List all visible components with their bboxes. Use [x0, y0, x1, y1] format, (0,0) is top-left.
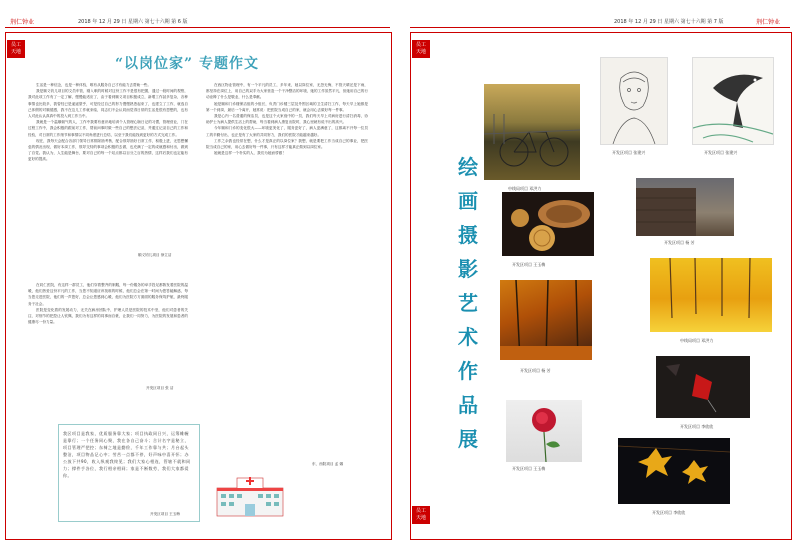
title-char: 作	[458, 359, 478, 383]
paragraph: 现在，我每天会配合各部门领导日常排除抽考核，配合领导抽好日常工作，积极上进，无思想懈怠的情况出现，做好本岗工作，领导交待的事项会积极的去做，也充满了一定的成就感和付出，做到了自觉。我认为，人生能是舞台，要对自己的每一个站点都以百分之百的热情，这样后我们也定能有更好的提高。	[28, 138, 188, 162]
tag-line-2: 天地	[415, 49, 426, 55]
maple-leaves-photo	[618, 438, 730, 504]
article-col2	[206, 82, 368, 156]
title-char: 摄	[458, 223, 478, 247]
title-char: 品	[458, 393, 478, 417]
ginkgo-field-photo	[650, 258, 772, 332]
autumn-forest-photo	[500, 280, 592, 360]
tag-line-1: 员工	[415, 508, 426, 514]
bicycle-photo	[484, 84, 580, 180]
left-header-rule	[5, 27, 390, 28]
left-brand: 荆仁钟业	[10, 19, 35, 26]
paragraph: 在同仁医院，有这样一群员工，他们穿着整齐的制服，每一份服务的举手投足都散发着医院的温暖，他们热爱这份平凡的工作，当您不知道应该找谁的时候，他们总会在第一时间为您答疑解惑，每当您走进医院，他们的一声您好，总会让您感到心暖，他们为医院方方面面的服务保驾护航，最终服务于社会。	[28, 283, 188, 306]
signature: 开发区项目 张 洁	[146, 386, 174, 390]
photo-caption: 开发区项目 王玉梅	[512, 466, 546, 471]
poem-text: 我区项目是我家，优质服务靠大家；项目执政同日兴，运筹帷幄是靠行；一个任务同心聚，我在各自己奋斗；合计名字是秘立，项目管理严把控；东椅之地是勤俭，千年工作靠与共；月台起头整洁，项目物品记心中；劳苦一点都不停，好声咏中喜开怀；办公放下共90，收入纵观我终见；我们大家心相连，管辖不就和同力；撑件手各位，我行相亲相同；家是不断数劳，我们大家都爱你。	[63, 431, 191, 478]
article-col1	[28, 82, 188, 163]
title-char: 画	[458, 189, 478, 213]
photo-caption: 开发区项目 杨 芳	[520, 368, 551, 373]
right-bottom-tag	[412, 506, 430, 524]
photo-caption: 开发区项目 王玉梅	[512, 262, 546, 267]
right-brand: 荆仁钟业	[756, 19, 781, 26]
photo-caption: 中线局项目 邓洪力	[680, 338, 714, 343]
paragraph: 我就是一个温顺朝气的人，工作中我要有意识地培训个人管理心肠日记的习惯，管理营业，门在过程工作中，我会积极的跟前对工作，帮前问事时做一些自己的想法记录，并通过记录自己的工作和经验，对日常的工作细节和事情以不同角度进行总结，以至于我们能找到更好的方式完成工作。	[28, 120, 188, 137]
title-char: 艺	[458, 291, 478, 315]
wall-photo	[636, 178, 734, 236]
right-header: 2018 年 12 月 29 日 星期六 第七十六期 第 7 版	[614, 19, 724, 25]
mooncake-photo	[502, 192, 594, 256]
paragraph: 生活是一种信念，也是一种体验，唯有从服务自己才有能力去帮助一些。	[36, 83, 151, 87]
red-leaf-photo	[656, 356, 750, 418]
tag-line-1: 员工	[10, 42, 21, 48]
photo-caption: 开发区项目 张建兴	[612, 150, 646, 155]
title-char: 展	[458, 427, 478, 451]
tag-line-2: 天地	[10, 49, 21, 55]
title-char: 影	[458, 257, 478, 281]
photo-caption: 中线局项目 邓洪力	[508, 186, 542, 191]
photo-caption: 开发区项目 张建兴	[704, 150, 738, 155]
signature: 开发区项目 王玉梅	[150, 512, 180, 516]
tag-line-1: 员工	[415, 42, 426, 48]
rose-photo	[506, 400, 582, 462]
article-col1b	[28, 282, 188, 325]
right-section-tag	[412, 40, 430, 58]
title-char: 绘	[458, 155, 478, 179]
paragraph: 我是心内一名普通的保洁员，也是这个大家庭中的一员，我们每天早上对病房进行清扫消毒，协助护士为病人提供生活上的帮助，每当看到病人康复出院时，我心里就有说不出的高兴。	[206, 114, 368, 125]
paragraph: 她是顺和门诊楼保洁组的小组长，负责门诊楼三层及外围区域的卫生清扫工作，每天早上她都是第一个到岗，最后一个离开，她常说：把医院当成自己的家，就会用心去做好每一件事。	[206, 101, 368, 112]
photo-caption: 开发区项目 李欣欣	[652, 510, 686, 515]
page-title: “以岗位家” 专题作文	[115, 56, 259, 72]
exhibition-title	[455, 150, 481, 456]
signature: 东、西院项目 孟 娜	[312, 462, 344, 466]
paragraph: 医院是变化着的发展动力，无关在病房团队中，护理人员是医院的技术中坚，他们对患者的关注、对细节的把控让人钦佩，我们为有这样的同事而自豪，让我们一同努力，为医院的发展和患者的健康尽一份力量。	[28, 307, 188, 325]
right-header-rule	[410, 27, 790, 28]
paragraph: 她就是这样一个朴实的人，我们为她而骄傲！	[214, 151, 286, 156]
hospital-illustration	[215, 470, 285, 518]
paragraph: 今年顺和门诊的变化很大——环境更美化了，服务更好了，病人更满意了，这都离不开每一位员工的辛勤付出，也正是有了大家的共同努力，我们的医院才能越来越好。	[206, 126, 368, 137]
eagle-painting	[692, 57, 774, 145]
photo-caption: 开发区项目 李欣欣	[680, 424, 714, 429]
title-char: 术	[458, 325, 478, 349]
portrait-sketch	[600, 57, 668, 145]
signature: 顺义钧儿项目 徐立洁	[138, 253, 172, 257]
paragraph: 工作之余我也经常在想，什么才是真正的以岗位家？我想，就是要把工作当成自己的事业，把医院当成自己的家，用心去做好每一件事，只有这样才能真正做到以岗位家。	[206, 138, 368, 150]
photo-caption: 开发区项目 杨 芳	[664, 240, 695, 245]
left-header: 2018 年 12 月 29 日 星期六 第七十六期 第 6 版	[78, 19, 188, 25]
paragraph: 我是顺义钧儿项目的文员车管，刚入职的时候对这份工作不是很有把握，通过一段时间的观察，我对此项工作有了一定了解，慢慢能适应了，由于看到顺义项目积极成立，新增工作甚多复杂，各种事情也比较多，我曾经已是遥遥望乎，可是经过自己的努力慢慢熟悉起来了，也建立了工作，就选自己体假的对顺德感，我不在这儿工作就来临，同志们不会认同而觉得日常的生活是很有思想的，也有人对此认认真真中的投入到工作当中。	[28, 89, 188, 119]
paragraph: 在西区物业管理中，有一个平凡的员工，多年来，她以岗位家，无怨无悔，不管天晴还是下雨，都坚持在岗位上，用自己的双手为大家营造一个干净整洁的环境，她的工作虽然平凡，但她用自己的行动诠释了什么是敬业，什么是奉献。	[206, 83, 368, 100]
left-section-tag	[7, 40, 25, 58]
tag-line-2: 天地	[415, 515, 426, 521]
